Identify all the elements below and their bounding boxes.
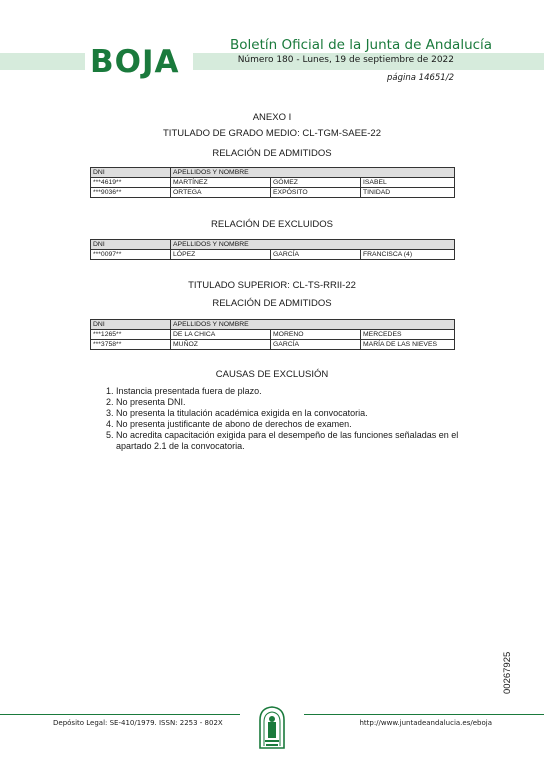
- table-header-row: [91, 320, 455, 330]
- document-code: 00267925: [502, 651, 513, 694]
- cell-surname1: MARTÍNEZ: [171, 178, 271, 188]
- name-header: APELLIDOS Y NOMBRE: [171, 320, 455, 330]
- cell-surname2: GÓMEZ: [271, 178, 361, 188]
- admitted2-table: [90, 319, 455, 350]
- footer-divider-left: [0, 714, 240, 715]
- footer-url[interactable]: http://www.juntadeandalucia.es/eboja: [359, 719, 492, 727]
- legal-deposit: Depósito Legal: SE-410/1979. ISSN: 2253 - 802X: [53, 719, 223, 727]
- excluded1-title: RELACIÓN DE EXCLUIDOS: [211, 219, 333, 230]
- cell-surname2: MORENO: [271, 330, 361, 340]
- admitted1-title: RELACIÓN DE ADMITIDOS: [212, 148, 332, 159]
- dni-header: DNI: [91, 320, 171, 330]
- section2-title: TITULADO SUPERIOR: CL-TS-RRII-22: [188, 280, 356, 291]
- cell-surname1: MUÑOZ: [171, 340, 271, 350]
- cell-surname2: EXPÓSITO: [271, 188, 361, 198]
- boja-logo: BOJA: [90, 44, 180, 80]
- section1-title: TITULADO DE GRADO MEDIO: CL-TGM-SAEE-22: [163, 128, 381, 139]
- header-band-left: [0, 53, 85, 70]
- name-header: APELLIDOS Y NOMBRE: [171, 240, 455, 250]
- dni-header: DNI: [91, 240, 171, 250]
- cell-surname1: DE LA CHICA: [171, 330, 271, 340]
- cell-dni: ***3758**: [91, 340, 171, 350]
- table-row: [91, 178, 455, 188]
- causes-title: CAUSAS DE EXCLUSIÓN: [215, 369, 329, 380]
- cell-firstname: ISABEL: [361, 178, 455, 188]
- table-row: [91, 188, 455, 198]
- table-row: [91, 340, 455, 350]
- cell-dni: ***9036**: [91, 188, 171, 198]
- cell-dni: ***4619**: [91, 178, 171, 188]
- cell-dni: ***1265**: [91, 330, 171, 340]
- issue-number: Número 180 - Lunes, 19 de septiembre de 2022: [237, 55, 454, 65]
- cell-surname1: ORTEGA: [171, 188, 271, 198]
- annex-title: ANEXO I: [252, 112, 292, 123]
- footer-divider-right: [304, 714, 544, 715]
- causes-list: [92, 386, 488, 452]
- cell-firstname: MARÍA DE LAS NIEVES: [361, 340, 455, 350]
- cell-surname2: GARCÍA: [271, 250, 361, 260]
- table-header-row: [91, 168, 455, 178]
- page-number: página 14651/2: [387, 73, 454, 83]
- list-item: 4. No presenta justificante de abono de derechos de examen.: [116, 419, 488, 430]
- cell-firstname: FRANCISCA (4): [361, 250, 455, 260]
- cell-surname2: GARCÍA: [271, 340, 361, 350]
- table-header-row: [91, 240, 455, 250]
- list-item: 5. No acredita capacitación exigida para el desempeño de las funciones señaladas en el apartado 2.1 de la convocatoria.: [116, 430, 488, 452]
- list-item: 1. Instancia presentada fuera de plazo.: [116, 386, 488, 397]
- table-row: [91, 250, 455, 260]
- cell-surname1: LÓPEZ: [171, 250, 271, 260]
- name-header: APELLIDOS Y NOMBRE: [171, 168, 455, 178]
- list-item: 2. No presenta DNI.: [116, 397, 488, 408]
- list-item: 3. No presenta la titulación académica exigida en la convocatoria.: [116, 408, 488, 419]
- admitted1-table: [90, 167, 455, 198]
- header-title: Boletín Oficial de la Junta de Andalucía: [230, 37, 493, 53]
- cell-dni: ***0097**: [91, 250, 171, 260]
- junta-andalucia-emblem-icon: [256, 704, 288, 750]
- dni-header: DNI: [91, 168, 171, 178]
- table-row: [91, 330, 455, 340]
- admitted2-title: RELACIÓN DE ADMITIDOS: [212, 298, 332, 309]
- cell-firstname: TINIDAD: [361, 188, 455, 198]
- cell-firstname: MERCEDES: [361, 330, 455, 340]
- excluded1-table: [90, 239, 455, 260]
